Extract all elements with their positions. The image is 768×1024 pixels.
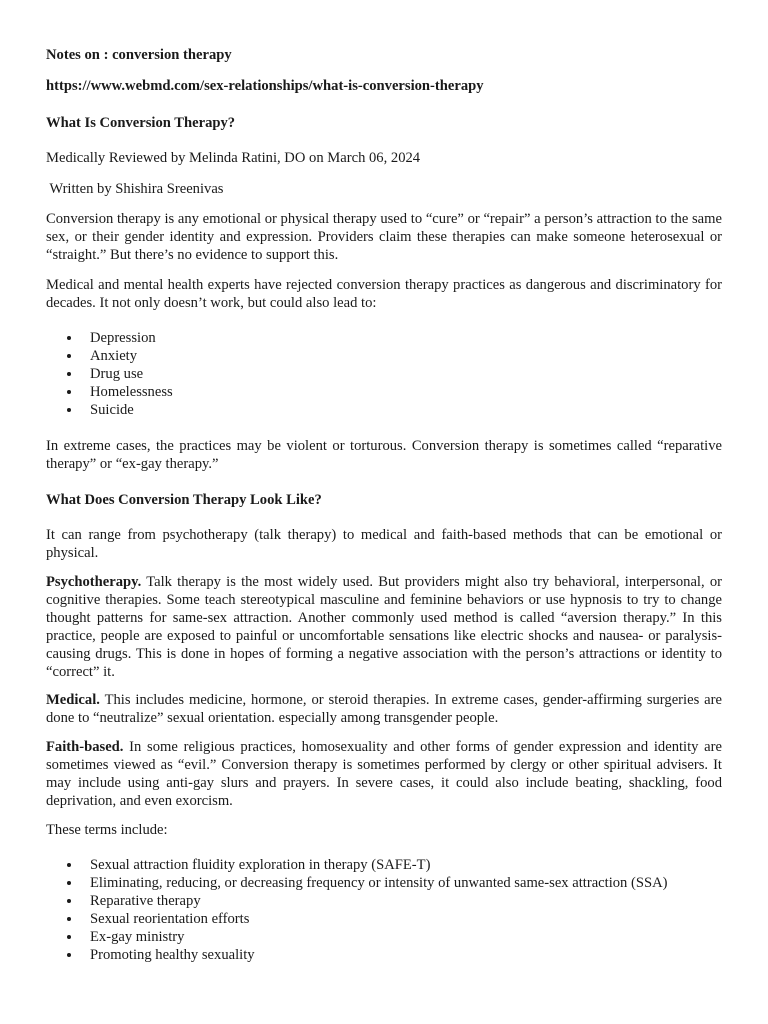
extreme-cases-paragraph: In extreme cases, the practices may be violent or torturous. Conversion therapy is sometimes called “reparative therapy” or “ex-gay therapy.” (46, 438, 722, 472)
bullet-icon (67, 935, 71, 939)
range-paragraph: It can range from psychotherapy (talk therapy) to medical and faith-based methods that can be emotional or physical. (46, 527, 722, 561)
list-item: Sexual reorientation efforts (46, 910, 722, 928)
bullet-icon (67, 881, 71, 885)
terms-intro: These terms include: (46, 822, 168, 838)
written-by: Written by Shishira Sreenivas (46, 181, 224, 197)
notes-title: Notes on : conversion therapy (46, 47, 232, 63)
psychotherapy-paragraph: Psychotherapy. Talk therapy is the most widely used. But providers might also try behavioral, interpersonal, or cognitive therapies. Some teach stereotypical masculine and feminine behaviors or use hypnosis to try to change thought patterns for same-sex attraction. Another commonly used method is called “aversion therapy.” In this practice, people are exposed to painful or uncomfortable sensations like electric shocks and nausea- or paralysis-causing drugs. This is done in hopes of forming a negative association with the person’s attractions or identity to “correct” it. (46, 574, 722, 680)
effects-list (46, 329, 722, 419)
source-url: https://www.webmd.com/sex-relationships/what-is-conversion-therapy (46, 78, 484, 94)
bullet-icon (67, 390, 71, 394)
list-item: Reparative therapy (46, 892, 722, 910)
reviewed-by: Medically Reviewed by Melinda Ratini, DO on March 06, 2024 (46, 150, 421, 166)
list-item: Anxiety (46, 347, 722, 365)
list-item: Sexual attraction fluidity exploration in therapy (SAFE-T) (46, 856, 722, 874)
faith-paragraph: Faith-based. In some religious practices, homosexuality and other forms of gender expression and identity are sometimes viewed as “evil.” Conversion therapy is sometimes performed by clergy or other spiritual advisers. It may include using anti-gay slurs and prayers. In severe cases, it could also include beating, shackling, food deprivation, and even exorcism. (46, 739, 722, 809)
list-item: Drug use (46, 365, 722, 383)
bullet-icon (67, 917, 71, 921)
intro-paragraph: Conversion therapy is any emotional or physical therapy used to “cure” or “repair” a person’s attraction to the same sex, or their gender identity and expression. Providers claim these therapies can make someone heterosexual or “straight.” But there’s no evidence to support this. (46, 211, 722, 263)
list-item: Homelessness (46, 383, 722, 401)
medical-paragraph: Medical. This includes medicine, hormone, or steroid therapies. In extreme cases, gender-affirming surgeries are done to “neutralize” sexual orientation. especially among transgender people. (46, 692, 722, 726)
terms-list (46, 856, 722, 964)
experts-paragraph: Medical and mental health experts have rejected conversion therapy practices as dangerous and discriminatory for decades. It not only doesn’t work, but could also lead to: (46, 277, 722, 311)
list-item: Depression (46, 329, 722, 347)
heading-look-like: What Does Conversion Therapy Look Like? (46, 492, 322, 508)
list-item: Ex-gay ministry (46, 928, 722, 946)
bullet-icon (67, 899, 71, 903)
list-item: Promoting healthy sexuality (46, 946, 722, 964)
bullet-icon (67, 408, 71, 412)
list-item: Suicide (46, 401, 722, 419)
bullet-icon (67, 354, 71, 358)
list-item: Eliminating, reducing, or decreasing frequency or intensity of unwanted same-sex attraction (SSA) (46, 874, 722, 892)
bullet-icon (67, 372, 71, 376)
bullet-icon (67, 863, 71, 867)
heading-what-is: What Is Conversion Therapy? (46, 115, 236, 131)
bullet-icon (67, 953, 71, 957)
bullet-icon (67, 336, 71, 340)
